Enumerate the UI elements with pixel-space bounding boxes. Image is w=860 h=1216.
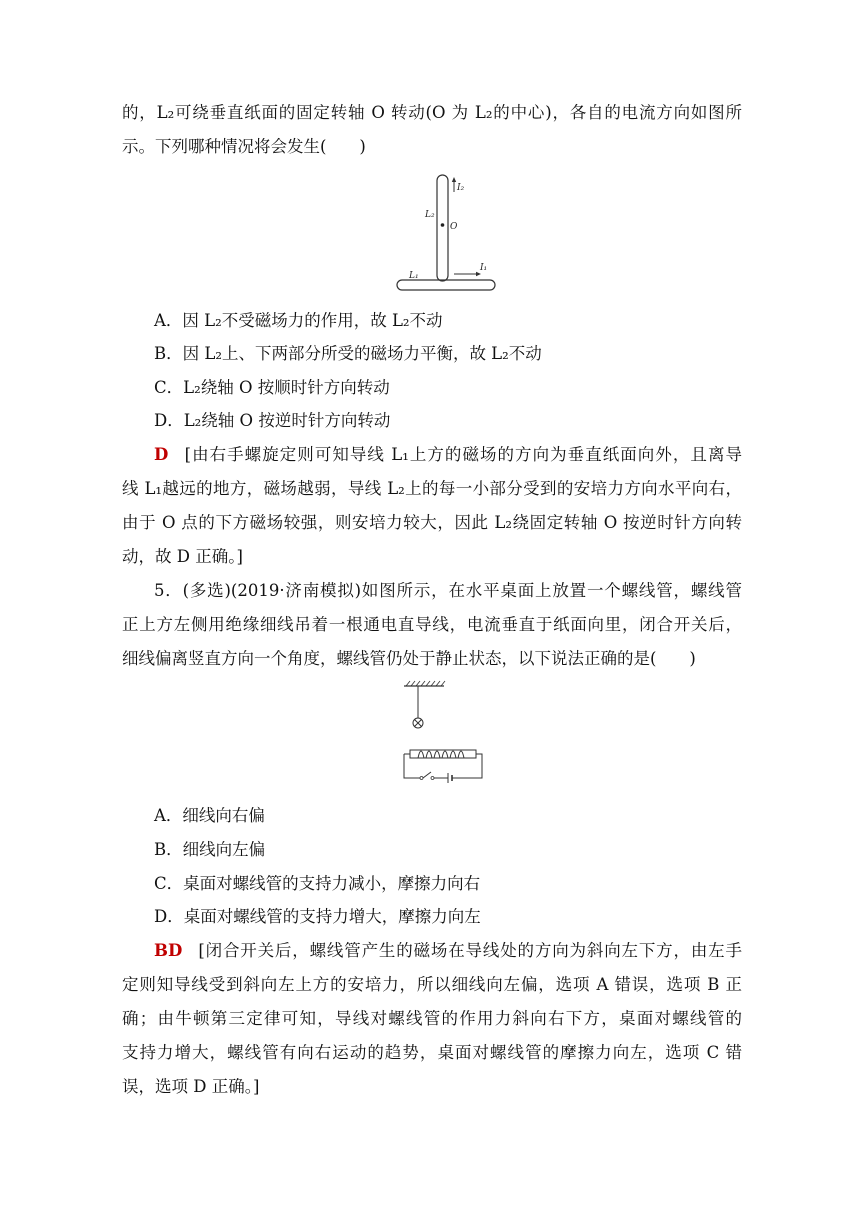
q5-stem-line-1: 5．(多选)(2019·济南模拟)如图所示，在水平桌面上放置一个螺线管，螺线管 (154, 581, 742, 600)
q5-option-c: C．桌面对螺线管的支持力减小，摩擦力向右 (154, 874, 481, 893)
q5-explanation-line-4: 支持力增大，螺线管有向右运动的趋势，桌面对螺线管的摩擦力向左，选项 C 错 (122, 1043, 742, 1062)
label-O: O (450, 222, 458, 232)
q4-explanation-line-4: 动，故 D 正确。] (122, 547, 243, 566)
q4-option-b: B．因 L₂上、下两部分所受的磁场力平衡，故 L₂不动 (154, 344, 542, 363)
q4-intro-line-1: 的，L₂可绕垂直纸面的固定转轴 O 转动(O 为 L₂的中心)，各自的电流方向如图所 (122, 103, 742, 122)
q4-figure (395, 170, 505, 296)
q5-option-d: D．桌面对螺线管的支持力增大，摩擦力向左 (154, 907, 481, 926)
q5-stem-line-2: 正上方左侧用绝缘细线吊着一根通电直导线，电流垂直于纸面向里，闭合开关后， (122, 615, 742, 634)
label-I1: I₁ (480, 263, 488, 273)
label-I2: I₂ (457, 183, 465, 193)
q5-figure (398, 680, 488, 790)
q5-answer: BD (154, 941, 183, 960)
q5-explanation-line-2: 定则知导线受到斜向左上方的安培力，所以细线向左偏，选项 A 错误，选项 B 正 (122, 975, 742, 994)
q5-option-b: B．细线向左偏 (154, 840, 266, 859)
q4-intro-line-2: 示。下列哪种情况将会发生( ) (122, 137, 366, 156)
q4-option-a: A．因 L₂不受磁场力的作用，故 L₂不动 (154, 311, 443, 330)
q5-explanation-text-1: [闭合开关后，螺线管产生的磁场在导线处的方向为斜向左下方，由左手 (198, 941, 742, 960)
q4-option-c: C．L₂绕轴 O 按顺时针方向转动 (154, 378, 390, 397)
q5-explanation-line-3: 确；由牛顿第三定律可知，导线对螺线管的作用力斜向右下方，桌面对螺线管的 (122, 1009, 742, 1028)
q4-explanation-line-3: 由于 O 点的下方磁场较强，则安培力较大，因此 L₂绕固定转轴 O 按逆时针方向转 (122, 513, 742, 532)
q5-explanation-line-5: 误，选项 D 正确。] (122, 1077, 260, 1096)
q4-explanation-text-1: [由右手螺旋定则可知导线 L₁上方的磁场的方向为垂直纸面向外，且离导 (184, 445, 742, 464)
q4-explanation-line-2: 线 L₁越远的地方，磁场越弱，导线 L₂上的每一小部分受到的安培力方向水平向右， (122, 479, 742, 498)
q5-explanation-line-1 (154, 940, 742, 962)
q4-explanation-line-1 (154, 444, 742, 466)
q5-stem-line-3: 细线偏离竖直方向一个角度，螺线管仍处于静止状态，以下说法正确的是( ) (122, 649, 696, 668)
label-L2: L₂ (425, 210, 435, 220)
q5-option-a: A．细线向右偏 (154, 806, 265, 825)
q4-option-d: D．L₂绕轴 O 按逆时针方向转动 (154, 411, 391, 430)
q4-answer: D (154, 445, 169, 464)
label-L1: L₁ (409, 271, 419, 281)
